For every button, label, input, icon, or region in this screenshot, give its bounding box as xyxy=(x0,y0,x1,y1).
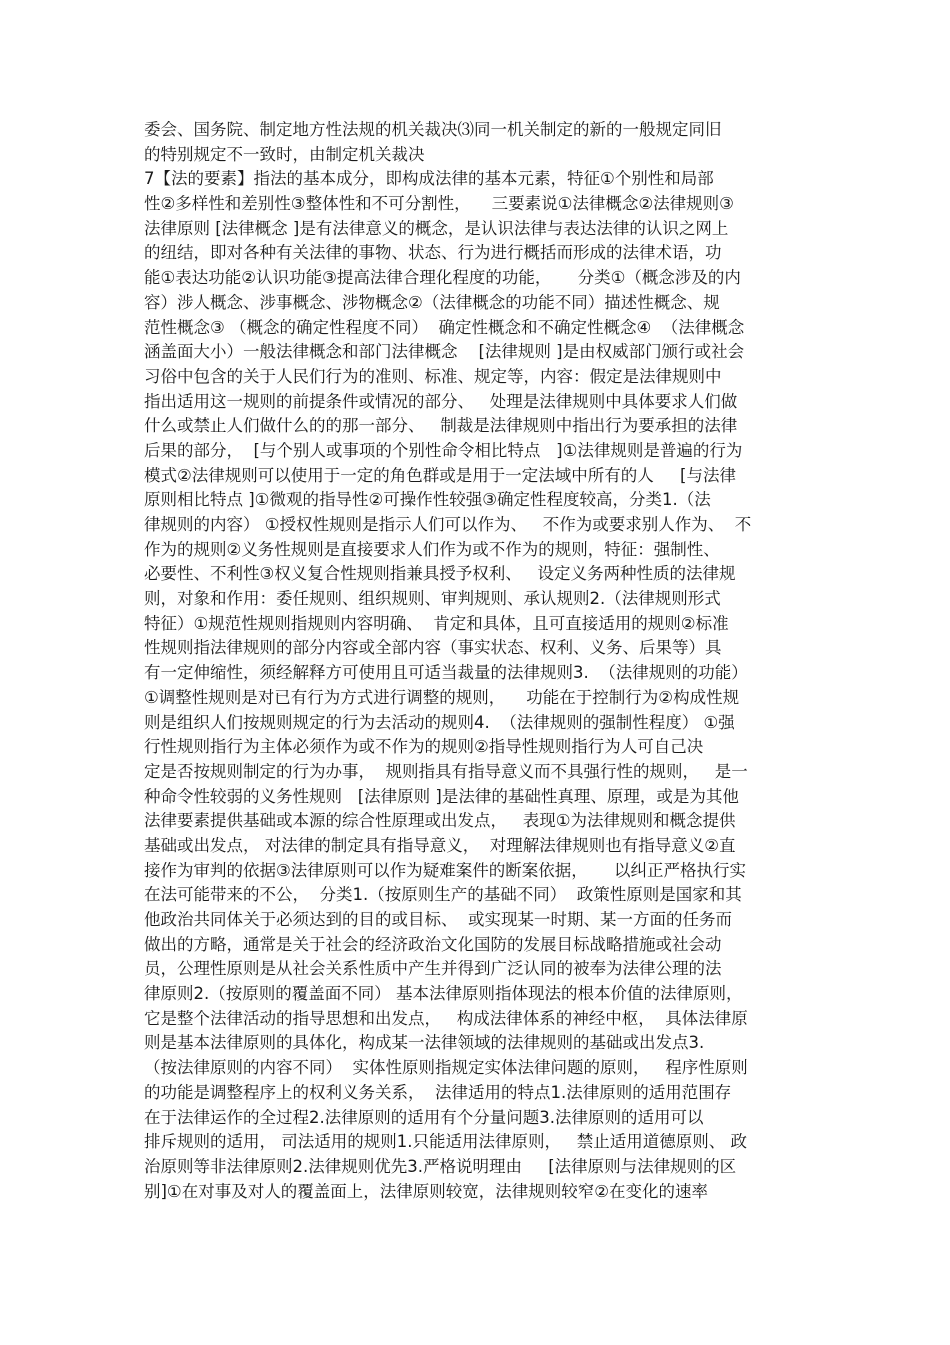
text-line: 指出适用这一规则的前提条件或情况的部分、 处理是法律规则中具体要求人们做 xyxy=(144,391,738,411)
text-line: 定是否按规则制定的行为办事， 规则指具有指导意义而不具强行性的规则， 是一 xyxy=(144,761,748,781)
text-line: 他政治共同体关于必须达到的目的或目标、 或实现某一时期、某一方面的任务而 xyxy=(144,910,732,929)
text-line: 治原则等非法律原则2.法律规则优先3.严格说明理由 [法律原则与法律规则的区 xyxy=(144,1156,737,1176)
text-line: 性规则指法律规则的部分内容或全部内容（事实状态、权利、义务、后果等）具 xyxy=(144,638,722,658)
text-line: 作为的规则②义务性规则是直接要求人们作为或不作为的规则，特征：强制性、 xyxy=(144,539,720,559)
text-line: 做出的方略，通常是关于社会的经济政治文化国防的发展目标战略措施或社会动 xyxy=(144,934,722,954)
document-body xyxy=(144,118,814,1204)
text-line: 排斥规则的适用， 司法适用的规则1.只能适用法律原则， 禁止适用道德原则、 政 xyxy=(144,1132,747,1152)
text-line: 有一定伸缩性，须经解释方可使用且可适当裁量的法律规则3. （法律规则的功能） xyxy=(144,663,748,683)
text-line: 则，对象和作用：委任规则、组织规则、审判规则、承认规则2.（法律规则形式 xyxy=(144,589,721,609)
text-line: 特征）①规范性规则指规则内容明确、 肯定和具体，且可直接适用的规则②标准 xyxy=(144,613,729,633)
text-line: 什么或禁止人们做什么的的那一部分、 制裁是法律规则中指出行为要承担的法律 xyxy=(144,416,738,436)
text-line: 的特别规定不一致时，由制定机关裁决 xyxy=(144,144,425,164)
text-line: 范性概念③ （概念的确定性程度不同） 确定性概念和不确定性概念④ （法律概念 xyxy=(144,317,745,337)
text-line: 则是组织人们按规则规定的行为去活动的规则4. （法律规则的强制性程度） ①强 xyxy=(144,712,735,732)
text-line: 种命令性较弱的义务性规则 [法律原则 ]是法律的基础性真理、原理，或是为其他 xyxy=(144,786,739,806)
text-line: 习俗中包含的关于人民们行为的准则、标准、规定等，内容：假定是法律规则中 xyxy=(144,366,722,386)
text-line: 它是整个法律活动的指导思想和出发点， 构成法律体系的神经中枢， 具体法律原 xyxy=(144,1008,748,1028)
text-line: 行性规则指行为主体必须作为或不作为的规则②指导性规则指行为人可自己决 xyxy=(144,737,704,757)
text-line: 性②多样性和差别性③整体性和不可分割性， 三要素说①法律概念②法律规则③ xyxy=(144,194,734,214)
text-line: 律原则2.（按原则的覆盖面不同） 基本法律原则指体现法的根本价值的法律原则， xyxy=(144,984,743,1004)
text-line: 法律要素提供基础或本源的综合性原理或出发点， 表现①为法律规则和概念提供 xyxy=(144,811,736,831)
text-line: 能①表达功能②认识功能③提高法律合理化程度的功能， 分类①（概念涉及的内 xyxy=(144,268,741,288)
text-line: ①调整性规则是对已有行为方式进行调整的规则， 功能在于控制行为②构成性规 xyxy=(144,687,740,707)
text-line: 接作为审判的依据③法律原则可以作为疑难案件的断案依据， 以纠正严格执行实 xyxy=(144,860,747,880)
text-line: 法律原则 [法律概念 ]是有法律意义的概念，是认识法律与表达法律的认识之网上 xyxy=(144,218,729,238)
text-line: 涵盖面大小）一般法律概念和部门法律概念 [法律规则 ]是由权威部门颁行或社会 xyxy=(144,342,745,362)
text-line: 基础或出发点， 对法律的制定具有指导意义， 对理解法律规则也有指导意义②直 xyxy=(144,835,736,855)
text-line: 模式②法律规则可以使用于一定的角色群或是用于一定法域中所有的人 [与法律 xyxy=(144,465,736,485)
text-line: （按法律原则的内容不同） 实体性原则指规定实体法律问题的原则， 程序性原则 xyxy=(144,1058,748,1078)
text-line: 7【法的要素】指法的基本成分，即构成法律的基本元素，特征①个别性和局部 xyxy=(144,169,714,189)
text-line: 必要性、不利性③权义复合性规则指兼具授予权利、 设定义务两种性质的法律规 xyxy=(144,564,736,584)
text-line: 容）涉人概念、涉事概念、涉物概念②（法律概念的功能不同）描述性概念、规 xyxy=(144,292,720,312)
text-line: 的功能是调整程序上的权利义务关系， 法律适用的特点1.法律原则的适用范围存 xyxy=(144,1082,732,1102)
text-line: 则是基本法律原则的具体化，构成某一法律领域的法律规则的基础或出发点3. xyxy=(144,1033,705,1053)
text-line: 后果的部分， [与个别人或事项的个别性命令相比特点 ]①法律规则是普遍的行为 xyxy=(144,440,743,460)
text-line: 律规则的内容） ①授权性规则是指示人们可以作为、 不作为或要求别人作为、 不 xyxy=(144,515,752,534)
text-line: 别]①在对事及对人的覆盖面上，法律原则较宽，法律规则较窄②在变化的速率 xyxy=(144,1181,709,1201)
text-line: 在法可能带来的不公， 分类1.（按原则生产的基础不同） 政策性原则是国家和其 xyxy=(144,885,742,905)
text-line: 原则相比特点 ]①微观的指导性②可操作性较强③确定性程度较高，分类1.（法 xyxy=(144,490,711,510)
text-line: 委会、国务院、制定地方性法规的机关裁决⑶同一机关制定的新的一般规定同旧 xyxy=(144,120,722,139)
text-line: 在于法律运作的全过程2.法律原则的适用有个分量问题3.法律原则的适用可以 xyxy=(144,1107,704,1127)
text-line: 员，公理性原则是从社会关系性质中产生并得到广泛认同的被奉为法律公理的法 xyxy=(144,959,722,979)
text-line: 的纽结，即对各种有关法律的事物、状态、行为进行概括而形成的法律术语，功 xyxy=(144,243,722,263)
